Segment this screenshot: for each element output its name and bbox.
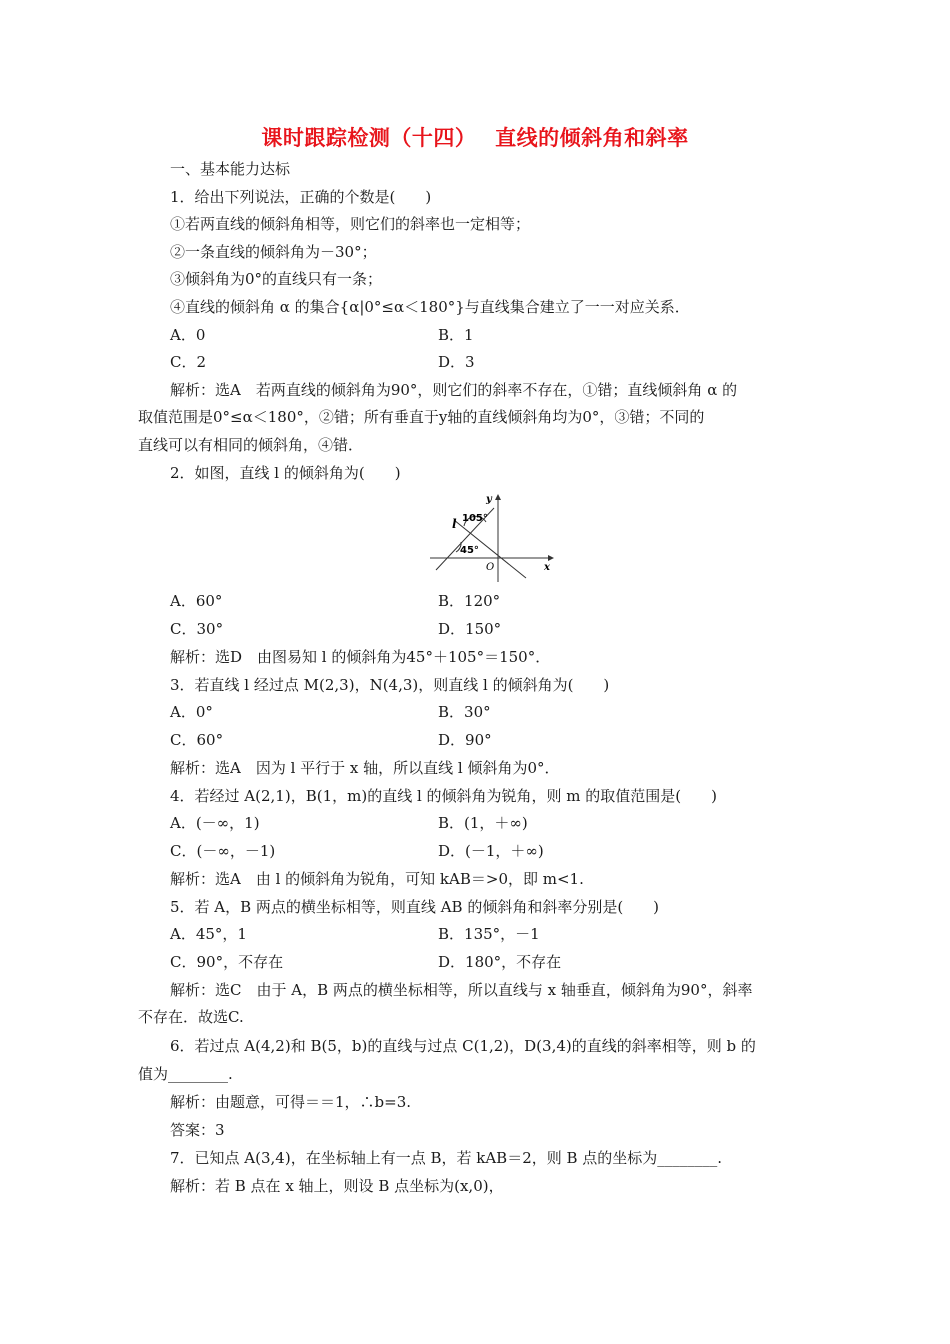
q5-solution-line-1: 解析：选C 由于 A，B 两点的横坐标相等，所以直线与 x 轴垂直，倾斜角为90°，斜率 — [170, 981, 753, 999]
q5-option-c: C．90°，不存在 — [170, 953, 284, 971]
q2-option-a: A．60° — [170, 592, 223, 610]
q2-stem: 2．如图，直线 l 的倾斜角为( ) — [170, 464, 401, 482]
label-origin: O — [486, 562, 495, 573]
q2-option-c: C．30° — [170, 620, 224, 638]
q2-option-b: B．120° — [438, 592, 501, 610]
q1-stem: 1．给出下列说法，正确的个数是( ) — [170, 188, 432, 206]
q1-option-d: D．3 — [438, 353, 475, 371]
q1-statement-1: ①若两直线的倾斜角相等，则它们的斜率也一定相等； — [170, 215, 531, 233]
q1-solution-line-2: 取值范围是0°≤α＜180°，②错；所有垂直于y轴的直线倾斜角均为0°，③错；不同的 — [138, 408, 705, 426]
q2-solution: 解析：选D 由图易知 l 的倾斜角为45°＋105°＝150°． — [170, 648, 551, 666]
q1-solution-line-3: 直线可以有相同的倾斜角，④错． — [138, 436, 364, 454]
section-heading: 一、基本能力达标 — [170, 160, 291, 178]
label-45: 45° — [460, 545, 479, 556]
q3-option-b: B．30° — [438, 703, 491, 721]
q5-option-b: B．135°，－1 — [438, 925, 540, 943]
label-105: 105° — [462, 513, 488, 524]
q4-option-b: B．(1，＋∞) — [438, 814, 528, 832]
q5-option-a: A．45°，1 — [170, 925, 247, 943]
y-axis-arrow — [495, 494, 501, 500]
q6-stem-line-1: 6．若过点 A(4,2)和 B(5，b)的直线与过点 C(1,2)，D(3,4)的直线的斜率相等，则 b 的 — [170, 1037, 756, 1055]
line-angle-figure — [430, 492, 560, 582]
q1-statement-4: ④直线的倾斜角 α 的集合{α|0°≤α＜180°}与直线集合建立了一一对应关系． — [170, 298, 690, 316]
q4-option-c: C．(－∞，－1) — [170, 842, 276, 860]
q7-stem: 7．已知点 A(3,4)，在坐标轴上有一点 B，若 kAB＝2，则 B 点的坐标为________. — [170, 1149, 723, 1167]
x-axis-arrow — [548, 555, 554, 561]
q1-solution-line-1: 解析：选A 若两直线的倾斜角为90°，则它们的斜率不存在，①错；直线倾斜角 α 的 — [170, 381, 738, 399]
q3-option-c: C．60° — [170, 731, 224, 749]
q5-stem: 5．若 A，B 两点的横坐标相等，则直线 AB 的倾斜角和斜率分别是( ) — [170, 898, 660, 916]
q3-option-a: A．0° — [170, 703, 213, 721]
q6-stem-line-2: 值为________. — [138, 1065, 233, 1083]
q3-stem: 3．若直线 l 经过点 M(2,3)，N(4,3)，则直线 l 的倾斜角为( ) — [170, 676, 610, 694]
q1-option-b: B．1 — [438, 326, 474, 344]
q1-option-a: A．0 — [170, 326, 206, 344]
q1-statement-3: ③倾斜角为0°的直线只有一条； — [170, 270, 383, 288]
q4-option-a: A．(－∞，1) — [170, 814, 260, 832]
q3-solution: 解析：选A 因为 l 平行于 x 轴，所以直线 l 倾斜角为0°． — [170, 759, 560, 777]
q7-solution: 解析：若 B 点在 x 轴上，则设 B 点坐标为(x,0)， — [170, 1177, 504, 1195]
q1-option-c: C．2 — [170, 353, 207, 371]
label-l: l — [452, 517, 457, 531]
q6-answer: 答案：3 — [170, 1121, 225, 1139]
label-y: y — [486, 494, 492, 505]
q5-solution-line-2: 不存在．故选C. — [138, 1008, 244, 1026]
q1-statement-2: ②一条直线的倾斜角为－30°； — [170, 243, 377, 261]
page-title: 课时跟踪检测（十四） 直线的倾斜角和斜率 — [261, 126, 689, 150]
q5-option-d: D．180°，不存在 — [438, 953, 562, 971]
q4-option-d: D．(－1，＋∞) — [438, 842, 544, 860]
q6-solution: 解析：由题意，可得＝＝1，∴b=3. — [170, 1093, 412, 1111]
label-x: x — [544, 562, 550, 573]
q4-solution: 解析：选A 由 l 的倾斜角为锐角，可知 kAB＝>0，即 m<1. — [170, 870, 584, 888]
q4-stem: 4．若经过 A(2,1)，B(1，m)的直线 l 的倾斜角为锐角，则 m 的取值范围是( ) — [170, 787, 717, 805]
q2-option-d: D．150° — [438, 620, 502, 638]
q3-option-d: D．90° — [438, 731, 492, 749]
